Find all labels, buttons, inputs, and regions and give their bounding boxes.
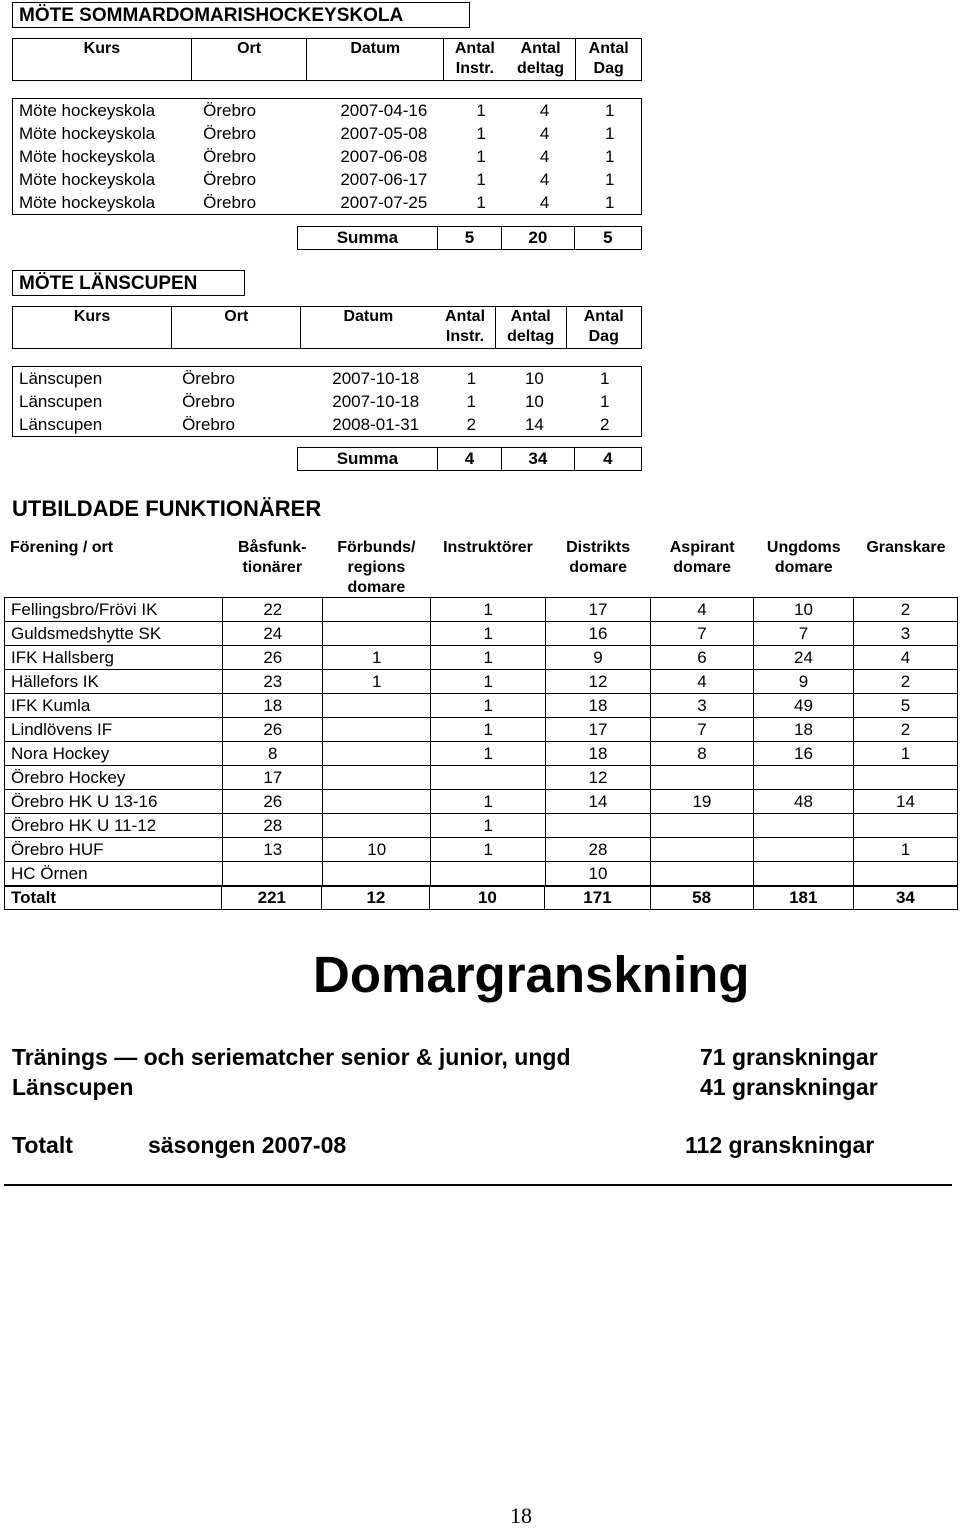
table-cell: 1 [431, 814, 546, 838]
summa-instr: 4 [437, 448, 501, 471]
col-kurs [13, 39, 192, 81]
table-cell: 26 [223, 790, 323, 814]
header-text: Instr. [455, 60, 494, 77]
col-forening [4, 538, 222, 598]
table-row [5, 598, 958, 622]
table-cell [650, 862, 753, 886]
header-text: Kurs [83, 40, 121, 57]
col-instruktorer [430, 538, 545, 598]
table-cell [545, 814, 650, 838]
table-row [5, 838, 958, 862]
header-text: Förbunds/ [337, 539, 416, 556]
review-line2-label: Länscupen [12, 1074, 134, 1100]
total-aspirant: 58 [650, 887, 753, 910]
table-row [5, 814, 958, 838]
table-cell: 1 [431, 718, 546, 742]
table-cell [753, 766, 853, 790]
table-cell: 1 [476, 124, 486, 143]
table-cell: Örebro [203, 193, 257, 212]
table-cell: 1 [466, 369, 477, 388]
table-cell [853, 862, 957, 886]
review-line1-value: 71 granskningar [700, 1044, 878, 1070]
table-cell: 26 [223, 646, 323, 670]
header-text: Antal [510, 308, 551, 325]
table-cell: Örebro HK U 13-16 [5, 790, 223, 814]
table-cell: 26 [223, 718, 323, 742]
header-text: Instr. [445, 328, 485, 345]
summa-dag: 4 [574, 448, 641, 471]
total-distrikt: 171 [545, 887, 650, 910]
table-row [13, 145, 642, 168]
total-instr: 10 [430, 887, 545, 910]
table-cell: 1 [323, 646, 431, 670]
header-text: domare [774, 559, 833, 576]
table-row [5, 790, 958, 814]
col-antal-instr [444, 39, 506, 81]
table-cell: 1 [599, 392, 610, 411]
table-cell [853, 766, 957, 790]
col-granskare [854, 538, 958, 598]
col-antal-dag [566, 307, 642, 349]
table-cell: 1 [323, 670, 431, 694]
table-cell: 13 [223, 838, 323, 862]
horizontal-rule [4, 1184, 952, 1186]
col-kurs [13, 307, 172, 349]
table-cell: 1 [604, 147, 615, 166]
table-cell [323, 718, 431, 742]
header-text: domare [673, 559, 732, 576]
section-title-lanscupen: MÖTE LÄNSCUPEN [12, 270, 245, 296]
table-cell: 1 [431, 790, 546, 814]
header-text: Förening / ort [10, 539, 114, 556]
table-cell: 3 [650, 694, 753, 718]
table-cell: Möte hockeyskola [19, 101, 156, 120]
section1-header [12, 38, 642, 81]
table-cell: 2007-10-18 [332, 369, 420, 388]
header-text: Kurs [73, 308, 111, 325]
col-datum [301, 307, 435, 349]
table-cell: 14 [545, 790, 650, 814]
review-line2-value: 41 granskningar [700, 1074, 878, 1100]
table-cell: 1 [476, 147, 486, 166]
table-cell [431, 766, 546, 790]
table-cell: 12 [545, 766, 650, 790]
table-cell: 1 [604, 193, 615, 212]
page-number: 18 [510, 1503, 532, 1528]
table-cell: 1 [431, 694, 546, 718]
header-text: Antal [454, 40, 495, 57]
header-text: Dag [593, 60, 624, 77]
table-cell: 5 [853, 694, 957, 718]
table-cell: Fellingsbro/Frövi IK [5, 598, 223, 622]
table-cell [323, 742, 431, 766]
table-cell: 17 [545, 598, 650, 622]
table-cell [323, 622, 431, 646]
table-row [5, 670, 958, 694]
col-forbundsdomare [322, 538, 430, 598]
table-cell [753, 862, 853, 886]
review-line1-label: Tränings — och seriematcher senior & junior, ungd [12, 1044, 571, 1070]
table-row [13, 191, 642, 215]
summa-deltag: 34 [502, 448, 574, 471]
table-cell: 10 [545, 862, 650, 886]
table-row [5, 742, 958, 766]
table-cell: 2007-04-16 [340, 101, 428, 120]
table-cell: Örebro [203, 147, 257, 166]
table-cell: 16 [545, 622, 650, 646]
table-cell: 10 [524, 369, 544, 388]
table-cell [323, 790, 431, 814]
table-cell: 1 [431, 598, 546, 622]
table-cell: HC Örnen [5, 862, 223, 886]
table-row [5, 766, 958, 790]
table-cell: Möte hockeyskola [19, 124, 156, 143]
table-cell: 7 [650, 718, 753, 742]
table-cell: Nora Hockey [5, 742, 223, 766]
total-forbund: 12 [322, 887, 430, 910]
table-cell [323, 862, 431, 886]
col-distriktsdomare [546, 538, 651, 598]
header-text: deltag [516, 60, 565, 77]
table-cell: 14 [524, 415, 544, 434]
table-cell: 1 [431, 838, 546, 862]
table-row [13, 99, 642, 123]
table-cell: 1 [466, 392, 477, 411]
table-cell: 1 [431, 742, 546, 766]
table-cell: 1 [604, 101, 615, 120]
header-text: Ungdoms [766, 539, 841, 556]
table-cell: 2007-05-08 [340, 124, 428, 143]
section1-summa [297, 226, 642, 250]
section3-header [4, 538, 958, 598]
table-cell: 1 [431, 622, 546, 646]
table-cell: 1 [476, 170, 486, 189]
table-cell: 8 [223, 742, 323, 766]
header-text: Båsfunk- [238, 539, 307, 556]
table-cell: 4 [539, 124, 550, 143]
review-total-value: 112 granskningar [685, 1132, 875, 1158]
table-cell [853, 814, 957, 838]
table-row [13, 367, 642, 391]
col-ungdomsdomare [754, 538, 854, 598]
table-row [13, 413, 642, 437]
section2-summa [297, 447, 642, 471]
summa-label: Summa [298, 448, 438, 471]
header-text: domare [569, 559, 627, 576]
table-cell: 2 [466, 415, 477, 434]
table-cell: 18 [545, 742, 650, 766]
table-cell: 23 [223, 670, 323, 694]
table-cell: 1 [476, 101, 486, 120]
table-cell: 10 [323, 838, 431, 862]
section3-total [4, 886, 958, 910]
col-antal-deltag [506, 39, 576, 81]
table-cell: 1 [599, 369, 610, 388]
table-cell [753, 814, 853, 838]
col-datum [307, 39, 444, 81]
table-cell [323, 694, 431, 718]
header-text: Granskare [866, 539, 946, 556]
table-cell [323, 598, 431, 622]
table-cell: Guldsmedshytte SK [5, 622, 223, 646]
table-cell: 1 [853, 838, 957, 862]
table-cell: 10 [753, 598, 853, 622]
table-cell: 2 [853, 718, 957, 742]
table-cell: 2007-06-17 [340, 170, 428, 189]
table-cell: 4 [853, 646, 957, 670]
header-text: tionärer [242, 559, 303, 576]
header-text: regions [347, 559, 406, 576]
col-ort [191, 39, 307, 81]
table-cell: 24 [223, 622, 323, 646]
header-text: Ort [237, 40, 262, 57]
table-cell [323, 766, 431, 790]
table-cell: 4 [650, 598, 753, 622]
table-cell: 7 [753, 622, 853, 646]
table-cell: 2 [599, 415, 610, 434]
col-ort [172, 307, 301, 349]
header-text: Antal [588, 40, 629, 57]
table-cell: 19 [650, 790, 753, 814]
header-text: Aspirant [669, 539, 735, 556]
table-cell: 1 [604, 124, 615, 143]
table-cell: 7 [650, 622, 753, 646]
table-cell: 49 [753, 694, 853, 718]
header-text: Distrikts [566, 539, 631, 556]
table-cell: 18 [545, 694, 650, 718]
table-cell: Örebro [182, 392, 235, 411]
summa-label: Summa [298, 227, 438, 250]
table-cell: 18 [753, 718, 853, 742]
table-cell [431, 862, 546, 886]
total-ungdom: 181 [753, 887, 853, 910]
table-cell: 12 [545, 670, 650, 694]
table-cell [753, 838, 853, 862]
total-granskare: 34 [853, 887, 957, 910]
total-bas: 221 [222, 887, 322, 910]
table-cell: 2 [853, 670, 957, 694]
table-row [5, 646, 958, 670]
table-cell: Möte hockeyskola [19, 193, 156, 212]
section3-table [4, 597, 958, 886]
col-antal-deltag [495, 307, 566, 349]
table-cell: 4 [539, 170, 550, 189]
table-cell: 48 [753, 790, 853, 814]
header-text: Dag [588, 328, 619, 345]
table-cell: 4 [539, 101, 550, 120]
table-cell: 22 [223, 598, 323, 622]
table-cell: 24 [753, 646, 853, 670]
table-cell: Örebro HK U 11-12 [5, 814, 223, 838]
table-cell: Örebro HUF [5, 838, 223, 862]
table-cell [650, 766, 753, 790]
header-text: Instruktörer [443, 539, 533, 556]
table-row [5, 694, 958, 718]
review-total-label: Totalt [12, 1132, 73, 1158]
table-cell: 18 [223, 694, 323, 718]
table-cell: 2007-07-25 [340, 193, 428, 212]
table-cell: 9 [545, 646, 650, 670]
header-text: Antal [520, 40, 561, 57]
table-cell: 28 [545, 838, 650, 862]
table-cell: IFK Hallsberg [5, 646, 223, 670]
header-text: Ort [224, 308, 249, 325]
table-cell: 4 [539, 193, 550, 212]
table-cell [223, 862, 323, 886]
table-row [5, 718, 958, 742]
header-text: Datum [350, 40, 401, 57]
table-cell: 1 [853, 742, 957, 766]
table-cell: 1 [431, 646, 546, 670]
table-cell [650, 814, 753, 838]
table-cell: Länscupen [19, 369, 103, 388]
table-row [5, 622, 958, 646]
table-cell: 4 [539, 147, 550, 166]
summa-deltag: 20 [502, 227, 574, 250]
col-basfunktionarer [222, 538, 322, 598]
table-cell [650, 838, 753, 862]
table-cell: 17 [545, 718, 650, 742]
section-title-funktionarer: UTBILDADE FUNKTIONÄRER [12, 496, 322, 521]
table-cell: Lindlövens IF [5, 718, 223, 742]
header-text: deltag [507, 328, 555, 345]
table-cell: Länscupen [19, 415, 103, 434]
section1-table [12, 98, 642, 215]
table-row [5, 862, 958, 886]
table-cell: 2 [853, 598, 957, 622]
table-cell: 17 [223, 766, 323, 790]
section2-table [12, 366, 642, 437]
header-text: domare [347, 579, 406, 596]
table-cell: 1 [431, 670, 546, 694]
table-cell: 3 [853, 622, 957, 646]
table-cell: Möte hockeyskola [19, 147, 156, 166]
table-row [13, 122, 642, 145]
table-row [13, 168, 642, 191]
header-text: Antal [583, 308, 624, 325]
table-cell: 2007-06-08 [340, 147, 428, 166]
header-text: Antal [445, 308, 486, 325]
table-cell: 6 [650, 646, 753, 670]
col-aspirantdomare [651, 538, 754, 598]
table-cell: 2007-10-18 [332, 392, 420, 411]
total-label: Totalt [5, 887, 222, 910]
table-row [13, 390, 642, 413]
table-cell: Örebro [182, 369, 235, 388]
table-cell: 10 [524, 392, 544, 411]
col-antal-dag [576, 39, 642, 81]
table-cell: Örebro [203, 124, 257, 143]
table-cell: Örebro Hockey [5, 766, 223, 790]
table-cell: 14 [853, 790, 957, 814]
review-total-season: säsongen 2007-08 [148, 1132, 347, 1158]
table-cell: 1 [476, 193, 486, 212]
table-cell: 2008-01-31 [332, 415, 420, 434]
table-cell: 28 [223, 814, 323, 838]
review-title: Domargranskning [313, 946, 750, 1003]
section-title-sommardomar: MÖTE SOMMARDOMARISHOCKEYSKOLA [12, 2, 470, 28]
table-cell [323, 814, 431, 838]
header-text: Datum [343, 308, 394, 325]
table-cell: Örebro [182, 415, 235, 434]
summa-dag: 5 [574, 227, 641, 250]
table-cell: Örebro [203, 101, 257, 120]
table-cell: Möte hockeyskola [19, 170, 156, 189]
table-cell: Örebro [203, 170, 257, 189]
table-cell: IFK Kumla [5, 694, 223, 718]
table-cell: 16 [753, 742, 853, 766]
section2-header [12, 306, 642, 349]
table-cell: Hällefors IK [5, 670, 223, 694]
summa-instr: 5 [437, 227, 501, 250]
table-cell: 8 [650, 742, 753, 766]
table-cell: 4 [650, 670, 753, 694]
table-cell: 9 [753, 670, 853, 694]
table-cell: Länscupen [19, 392, 103, 411]
table-cell: 1 [604, 170, 615, 189]
col-antal-instr [435, 307, 495, 349]
